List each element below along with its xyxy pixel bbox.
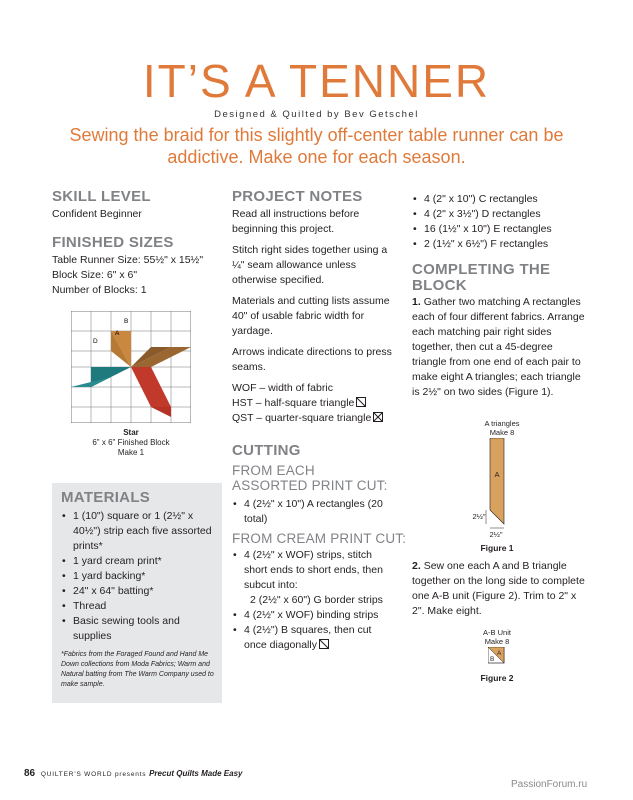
skill-level-heading: SKILL LEVEL	[52, 188, 151, 205]
materials-note: *Fabrics from the Foraged Found and Hand Me Down collections from Moda Fabrics; Warm and Natural batting from The Warm Company used to make sample.	[61, 651, 214, 688]
cutting-item: • 4 (2" x 3½") D rectangles	[412, 207, 587, 222]
figure-2-label-line: Make 8	[484, 637, 510, 646]
step-2-number: 2.	[412, 560, 421, 572]
cutting-item	[232, 623, 394, 653]
figure-1-dimension: 2½"	[472, 512, 486, 521]
cutting-subitem: 2 (2½" x 60") G border strips	[250, 594, 383, 606]
materials-item: • 1 yard cream print*	[61, 554, 215, 569]
hst-icon	[319, 639, 329, 649]
note-paragraph: Arrows indicate directions to press seams.	[232, 346, 392, 373]
figure-1-diagram	[470, 438, 530, 538]
step-2-text: Sew one each A and B triangle together on the long side to complete one A-B unit (Figure 2). Trim to 2" x 2". Make eight.	[412, 560, 585, 617]
note-paragraph: Read all instructions before beginning this project.	[232, 208, 360, 235]
materials-item: • 1 (10") square or 1 (2½" x 40½") strip each five assorted prints*	[61, 509, 215, 554]
cutting-item: • 4 (2" x 10") C rectangles	[412, 192, 587, 207]
hst-icon	[356, 397, 366, 407]
cutting-item: • 2 (1½" x 6½") F rectangles	[412, 237, 587, 252]
completing-block-heading: COMPLETING THE BLOCK	[412, 261, 551, 294]
step-2	[412, 559, 586, 619]
cutting-item	[232, 548, 394, 608]
label-b: B	[124, 318, 129, 325]
figure-2-caption: Figure 2	[480, 673, 514, 683]
step-1-number: 1.	[412, 296, 421, 308]
cutting-cream-list	[232, 548, 394, 653]
finished-sizes-list	[52, 253, 222, 298]
figure-2-b-label: B	[490, 656, 495, 663]
watermark: PassionForum.ru	[511, 779, 588, 790]
materials-item: • 1 yard backing*	[61, 569, 215, 584]
note-paragraph: Stitch right sides together using a ¼" seam allowance unless otherwise specified.	[232, 244, 388, 286]
figure-1-caption: Figure 1	[480, 543, 514, 553]
figure-2-a-label: A	[497, 650, 502, 657]
figure-2-label	[472, 628, 522, 646]
cutting-item-text: 4 (2½") B squares, then cut once diagonally	[244, 624, 372, 651]
magazine-name: QUILTER’S WORLD presents	[40, 771, 147, 778]
note-paragraph: Materials and cutting lists assume 40" of usable fabric width for yardage.	[232, 295, 390, 337]
designer-credit: Designed & Quilted by Bev Getschel	[214, 109, 419, 120]
cutting-heading: CUTTING	[232, 442, 301, 459]
finished-size-line: Number of Blocks: 1	[52, 284, 147, 296]
skill-level-value: Confident Beginner	[52, 208, 142, 220]
materials-list	[61, 509, 215, 644]
qst-row	[232, 411, 396, 426]
materials-item: • 24" x 64" batting*	[61, 584, 215, 599]
page-title: IT’S A TENNER	[142, 55, 491, 107]
hst-definition: HST – half-square triangle	[232, 397, 355, 409]
cutting-assorted-heading: FROM EACH ASSORTED PRINT CUT:	[232, 463, 388, 493]
wof-definition: WOF – width of fabric	[232, 382, 333, 394]
cutting-assorted-list	[232, 497, 392, 527]
book-title: Precut Quilts Made Easy	[149, 769, 243, 778]
project-notes-heading: PROJECT NOTES	[232, 188, 363, 205]
label-a: A	[115, 330, 120, 337]
figure-1-a-label: A	[494, 470, 500, 479]
cutting-item: • 16 (1½" x 10") E rectangles	[412, 222, 587, 237]
figure-1-dimension: 2½"	[489, 530, 503, 539]
finished-size-line: Table Runner Size: 55½" x 15½"	[52, 254, 204, 266]
figure-1-label-line: Make 8	[489, 428, 515, 437]
block-caption-size: 6" x 6" Finished Block	[92, 438, 170, 447]
step-1-text: Gather two matching A rectangles each of four different fabrics. Arrange each matching pair right sides together, then cut a 45-degree triangle from one end of each pair to make eight A triangles; each triangle is 2½" on two sides (Figure 1).	[412, 296, 585, 398]
hst-row	[232, 396, 396, 411]
figure-1-label-line: A triangles	[484, 419, 520, 428]
project-notes-body	[232, 207, 396, 426]
cutting-continued-list	[412, 192, 587, 252]
qst-icon	[373, 412, 383, 422]
cutting-cream-heading: FROM CREAM PRINT CUT:	[232, 531, 407, 546]
materials-item: • Basic sewing tools and supplies	[61, 614, 215, 644]
figure-2-label-line: A-B Unit	[483, 628, 511, 637]
figure-1-label	[472, 419, 532, 437]
finished-size-line: Block Size: 6" x 6"	[52, 269, 138, 281]
materials-item: • Thread	[61, 599, 215, 614]
cutting-item: • 4 (2½" x WOF) binding strips	[232, 608, 394, 623]
cutting-item: • 4 (2½" x 10") A rectangles (20 total)	[232, 497, 392, 527]
materials-heading: MATERIALS	[61, 489, 151, 506]
finished-sizes-heading: FINISHED SIZES	[52, 234, 174, 251]
block-caption	[71, 428, 191, 458]
page-number: 86	[24, 768, 36, 779]
step-1	[412, 295, 586, 400]
block-caption-count: Make 1	[117, 448, 145, 457]
qst-definition: QST – quarter-square triangle	[232, 412, 372, 424]
block-caption-title: Star	[123, 428, 139, 437]
intro-deck: Sewing the braid for this slightly off-center table runner can be addictive. Make one for each season.	[69, 125, 564, 167]
materials-box	[52, 483, 222, 703]
label-d: D	[93, 338, 98, 345]
star-block-diagram	[71, 311, 191, 423]
page-footer	[24, 768, 242, 779]
cutting-item-text: 4 (2½" x WOF) strips, stitch short ends to short ends, then subcut into:	[244, 549, 383, 591]
